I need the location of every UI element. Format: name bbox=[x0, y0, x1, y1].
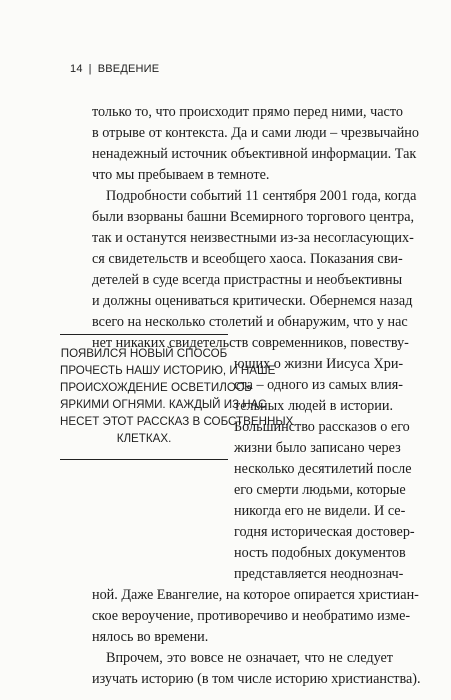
body-line: нет никаких свидетельств современников, повеству- bbox=[92, 335, 409, 351]
body-line: нялось во времени. bbox=[92, 629, 209, 645]
pull-quote-line: ПРОЧЕСТЬ НАШУ ИСТОРИЮ, И НАШЕ bbox=[60, 364, 276, 377]
body-line: ста – одного из самых влия- bbox=[234, 377, 403, 393]
body-line: только то, что происходит прямо перед ними, часто bbox=[92, 104, 403, 120]
running-header bbox=[70, 63, 159, 75]
pull-quote-line: ПОЯВИЛСЯ НОВЫЙ СПОСОБ bbox=[60, 347, 228, 360]
body-line: детелей в суде всегда пристрастны и необъективны bbox=[92, 272, 403, 288]
pull-quote-line: ПРОИСХОЖДЕНИЕ ОСВЕТИЛОСЬ bbox=[60, 381, 252, 394]
body-line: ной. Даже Евангелие, на которое опирается христиан- bbox=[92, 587, 419, 603]
body-line: ющих о жизни Иисуса Хри- bbox=[234, 356, 404, 372]
body-line: годня историческая достовер- bbox=[234, 524, 415, 540]
body-line: представляется неоднознач- bbox=[234, 566, 404, 582]
page-number: 14 bbox=[70, 63, 83, 75]
body-line: ность подобных документов bbox=[234, 545, 406, 561]
pull-quote-line: НЕСЕТ ЭТОТ РАССКАЗ В СОБСТВЕННЫХ bbox=[60, 415, 294, 428]
body-line: Подробности событий 11 сентября 2001 года, когда bbox=[106, 188, 417, 204]
body-line: его смерти людьми, которые bbox=[234, 482, 406, 498]
pull-quote-line: ЯРКИМИ ОГНЯМИ. КАЖДЫЙ ИЗ НАС bbox=[60, 398, 267, 411]
body-line: были взорваны башни Всемирного торгового центра, bbox=[92, 209, 415, 225]
section-title: ВВЕДЕНИЕ bbox=[97, 63, 160, 75]
body-line: что мы пребываем в темноте. bbox=[92, 167, 270, 183]
body-line: ся свидетельств и всеобщего хаоса. Показания сви- bbox=[92, 251, 403, 267]
body-line: в отрыве от контекста. Да и сами люди – чрезвычайно bbox=[92, 125, 419, 141]
header-separator: | bbox=[88, 63, 92, 75]
body-line: так и останутся неизвестными из-за несогласующих- bbox=[92, 230, 414, 246]
body-line: изучать историю (в том числе историю христианства). bbox=[92, 671, 421, 687]
body-line: Впрочем, это вовсе не означает, что не следует bbox=[106, 650, 393, 666]
body-line: никогда его не видели. И се- bbox=[234, 503, 406, 519]
body-line: всего на несколько столетий и обнаружим, что у нас bbox=[92, 314, 408, 330]
body-line: ненадежный источник объективной информации. Так bbox=[92, 146, 417, 162]
pull-quote-line: КЛЕТКАХ. bbox=[116, 432, 172, 445]
body-line: Большинство рассказов о его bbox=[234, 419, 410, 435]
body-line: жизни было записано через bbox=[234, 440, 401, 456]
body-line: несколько десятилетий после bbox=[234, 461, 412, 477]
body-line: и должны оцениваться критически. Обернемся назад bbox=[92, 293, 413, 309]
body-line: тельных людей в истории. bbox=[234, 398, 393, 414]
body-line: ское вероучение, противоречиво и необратимо изме- bbox=[92, 608, 411, 624]
